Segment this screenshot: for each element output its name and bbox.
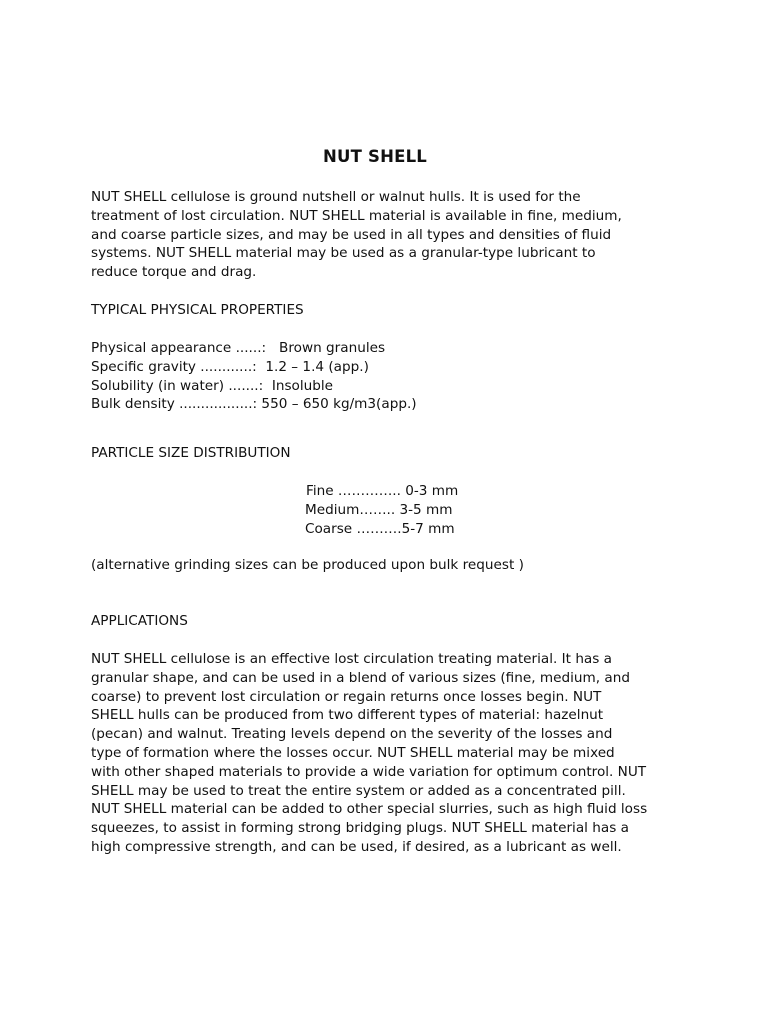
psd-item-coarse: Coarse ……….5-7 mm — [305, 520, 455, 537]
psd-item-fine: Fine ………….. 0-3 mm — [306, 483, 459, 499]
intro-paragraph: NUT SHELL cellulose is ground nutshell or walnut hulls. It is used for the treatment of lost circulation. NUT SHELL material is available in fine, medium, and coarse particle sizes, and may be used in all types and densities of fluid systems. NUT SHELL material may be used as a granular-type lubricant to reduce torque and drag. — [91, 189, 622, 281]
properties-list — [91, 339, 417, 414]
property-solubility: Solubility (in water) .......: Insoluble — [91, 377, 334, 394]
psd-heading: PARTICLE SIZE DISTRIBUTION — [91, 445, 291, 461]
applications-heading: APPLICATIONS — [91, 613, 188, 629]
psd-note: (alternative grinding sizes can be produced upon bulk request ) — [91, 557, 524, 573]
property-bulk-density: Bulk density .................: 550 – 650 kg/m3(app.) — [91, 396, 417, 413]
properties-heading: TYPICAL PHYSICAL PROPERTIES — [91, 302, 304, 318]
psd-list — [0, 482, 768, 538]
property-specific-gravity: Specific gravity ............: 1.2 – 1.4 (app.) — [91, 358, 369, 375]
property-appearance: Physical appearance ......: Brown granules — [91, 340, 386, 356]
psd-item-medium: Medium…….. 3-5 mm — [305, 501, 453, 518]
applications-paragraph: NUT SHELL cellulose is an effective lost circulation treating material. It has a granular shape, and can be used in a blend of various sizes (fine, medium, and coarse) to prevent lost circulation or regain returns once losses begin. NUT SHELL hulls can be produced from two different types of material: hazelnut (pecan) and walnut. Treating levels depend on the severity of the losses and type of formation where the losses occur. NUT SHELL material may be mixed with other shaped materials to provide a wide variation for optimum control. NUT SHELL may be used to treat the entire system or added as a concentrated pill. NUT SHELL material can be added to other special slurries, such as high fluid loss squeezes, to assist in forming strong bridging plugs. NUT SHELL material has a high compressive strength, and can be used, if desired, as a lubricant as well. — [91, 651, 648, 855]
page-title: NUT SHELL — [323, 147, 427, 166]
